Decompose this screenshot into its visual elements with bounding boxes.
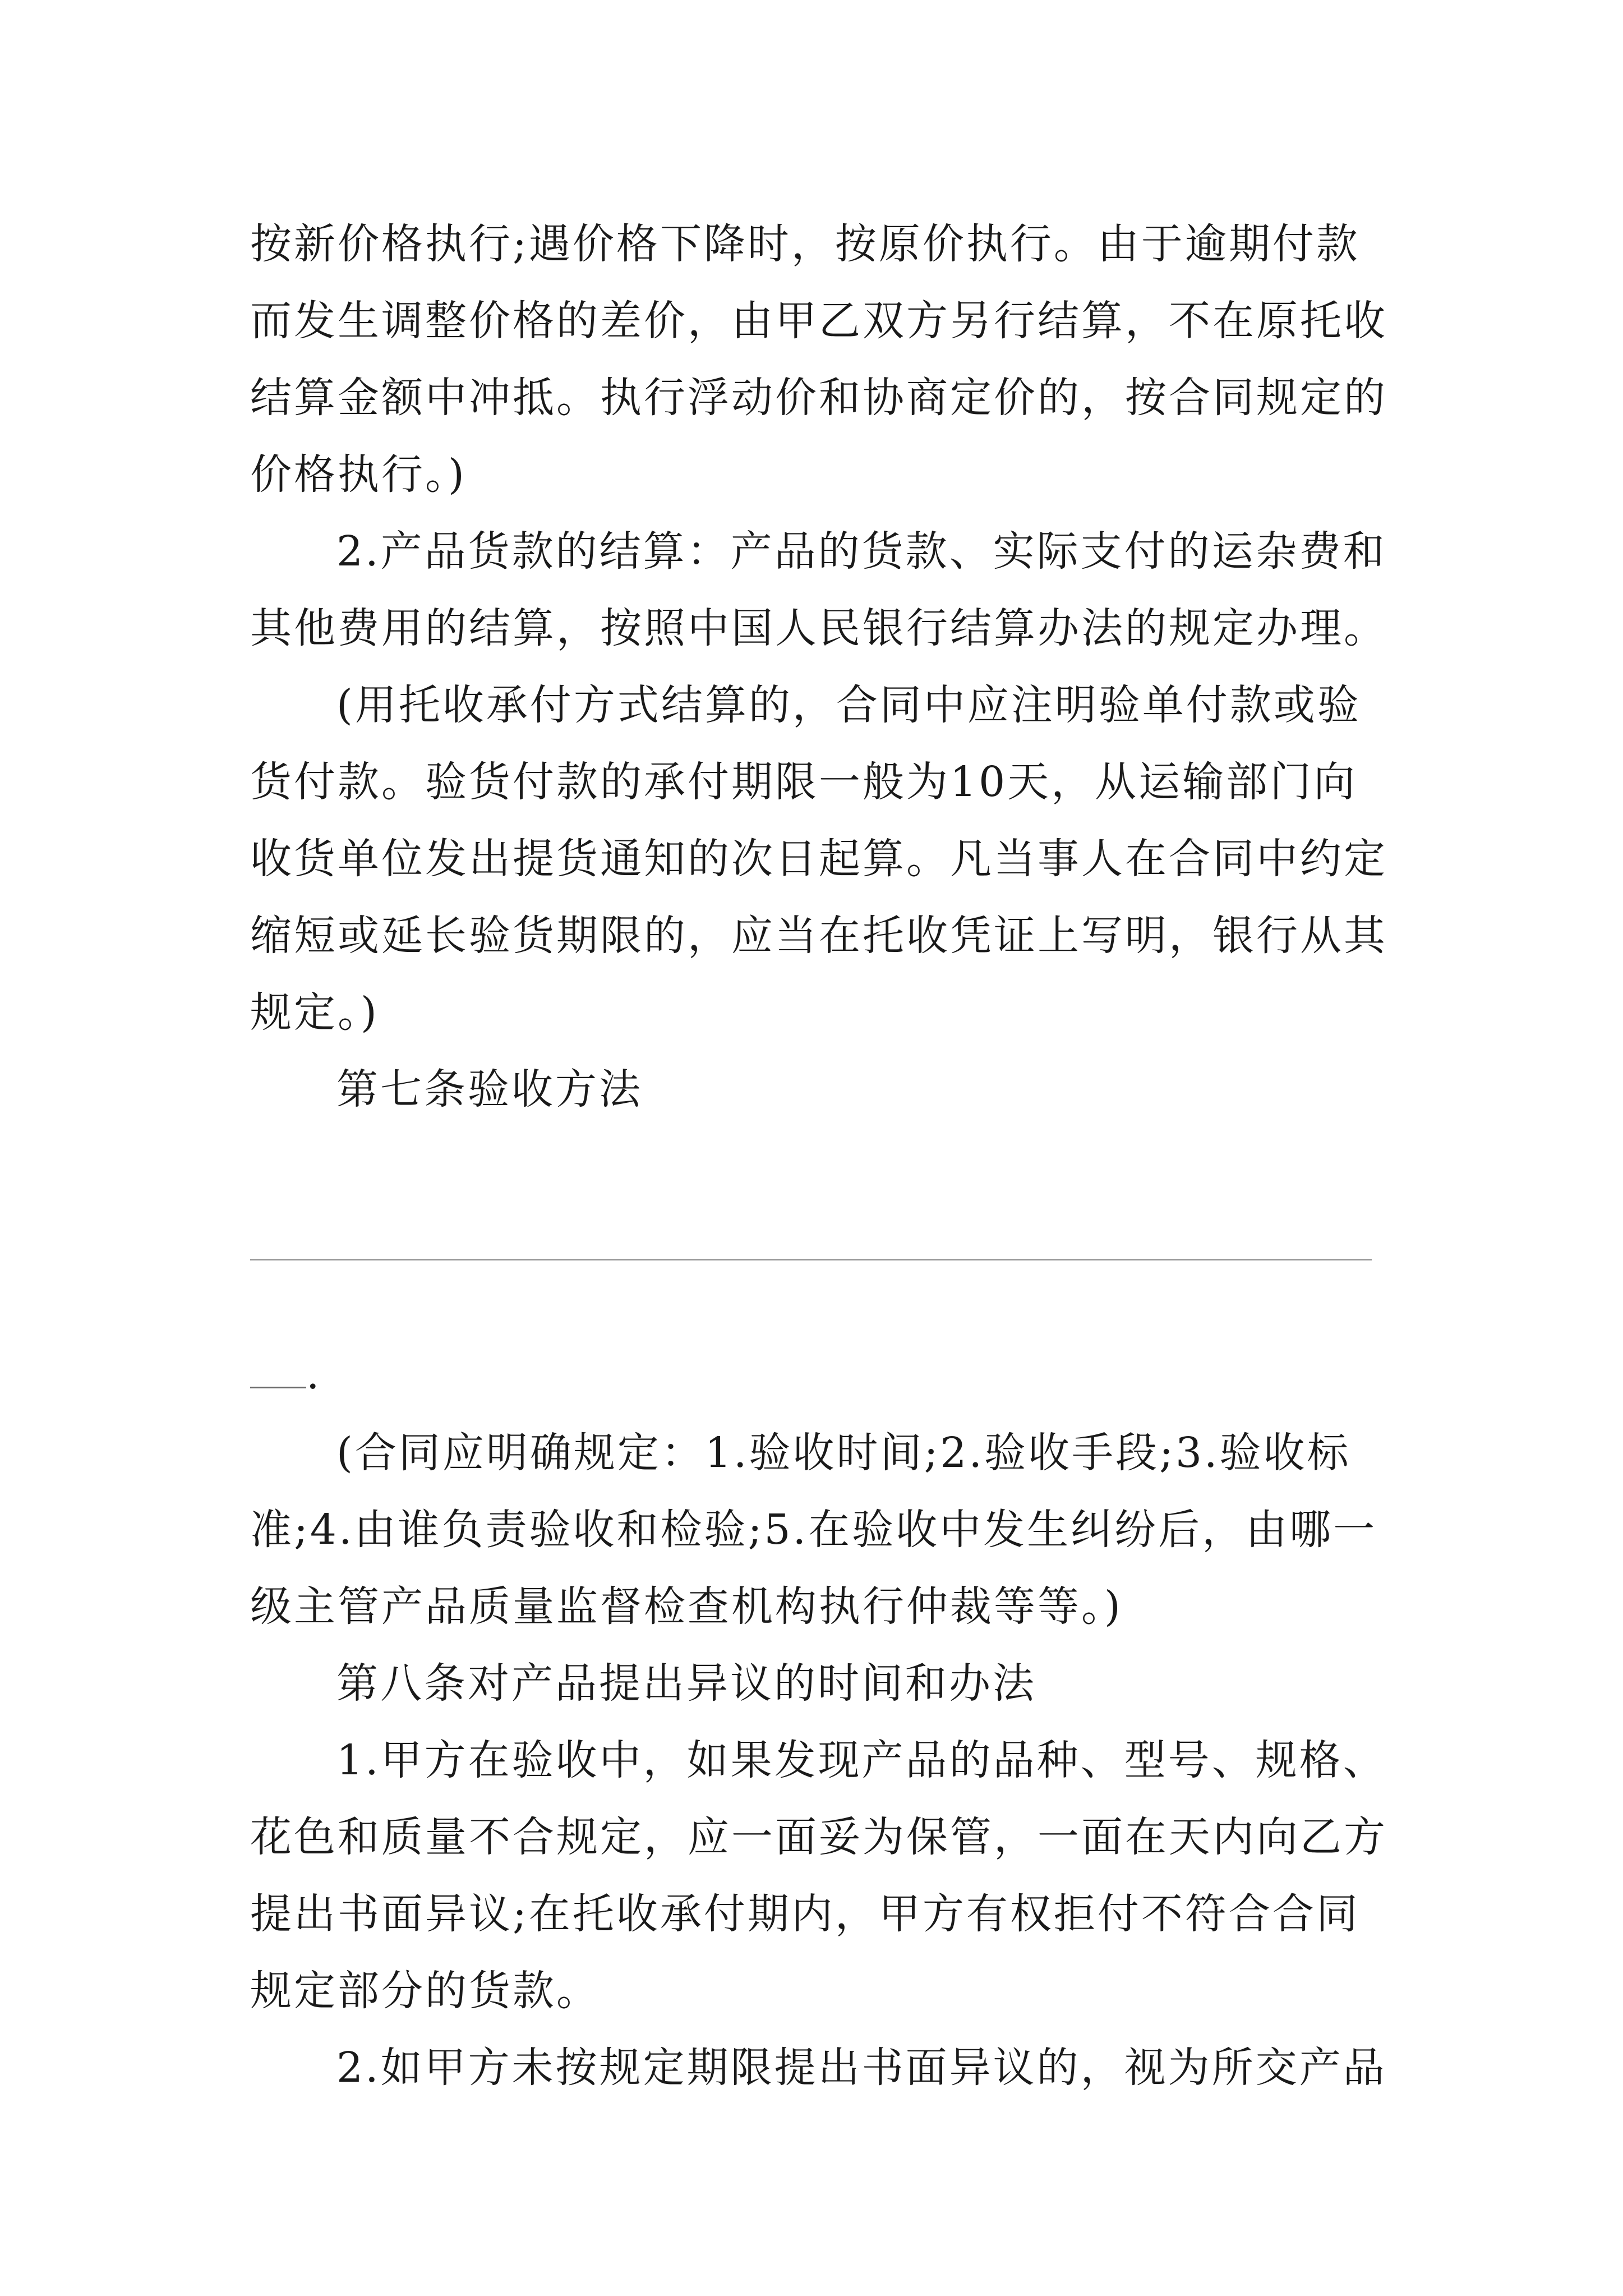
text-line-8: 货付款。验货付款的承付期限一般为10天，从运输部门向	[250, 758, 1358, 806]
paragraph-acceptance-note: (合同应明确规定：1.验收时间;2.验收手段;3.验收标	[336, 1429, 1351, 1477]
text-line-1: 按新价格执行;遇价格下降时，按原价执行。由于逾期付款	[250, 220, 1360, 268]
text-line-18: 花色和质量不合规定，应一面妥为保管，一面在天内向乙方	[250, 1813, 1387, 1861]
text-line-10: 缩短或延长验货期限的，应当在托收凭证上写明，银行从其	[250, 912, 1387, 960]
text-line-15: 级主管产品质量监督检查机构执行仲裁等等。)	[250, 1582, 1123, 1631]
fill-in-blank-short	[250, 1346, 320, 1402]
article-8-heading: 第八条对产品提出异议的时间和办法	[336, 1659, 1036, 1708]
text-line-19: 提出书面异议;在托收承付期内，甲方有权拒付不符合合同	[250, 1890, 1360, 1938]
text-line-9: 收货单位发出提货通知的次日起算。凡当事人在合同中约定	[250, 835, 1387, 883]
article-7-heading: 第七条验收方法	[336, 1065, 643, 1114]
text-line-11: 规定。)	[250, 988, 379, 1037]
paragraph-collection-note: (用托收承付方式结算的，合同中应注明验单付款或验	[336, 681, 1361, 729]
blank-period: .	[306, 1350, 320, 1398]
text-line-2: 而发生调整价格的差价，由甲乙双方另行结算，不在原托收	[250, 297, 1387, 345]
text-line-6: 其他费用的结算，按照中国人民银行结算办法的规定办理。	[250, 604, 1387, 652]
paragraph-objection-2: 2.如甲方未按规定期限提出书面异议的，视为所交产品	[336, 2044, 1387, 2092]
fill-in-blank-line	[250, 1259, 1372, 1260]
text-line-4: 价格执行。)	[250, 450, 467, 499]
blank-underline	[250, 1353, 306, 1388]
paragraph-objection-1: 1.甲方在验收中，如果发现产品的品种、型号、规格、	[336, 1736, 1387, 1784]
text-line-20: 规定部分的货款。	[250, 1967, 600, 2015]
text-line-14: 准;4.由谁负责验收和检验;5.在验收中发生纠纷后，由哪一	[250, 1506, 1377, 1554]
text-line-3: 结算金额中冲抵。执行浮动价和协商定价的，按合同规定的	[250, 374, 1387, 422]
paragraph-payment-settlement: 2.产品货款的结算：产品的货款、实际支付的运杂费和	[336, 527, 1387, 576]
